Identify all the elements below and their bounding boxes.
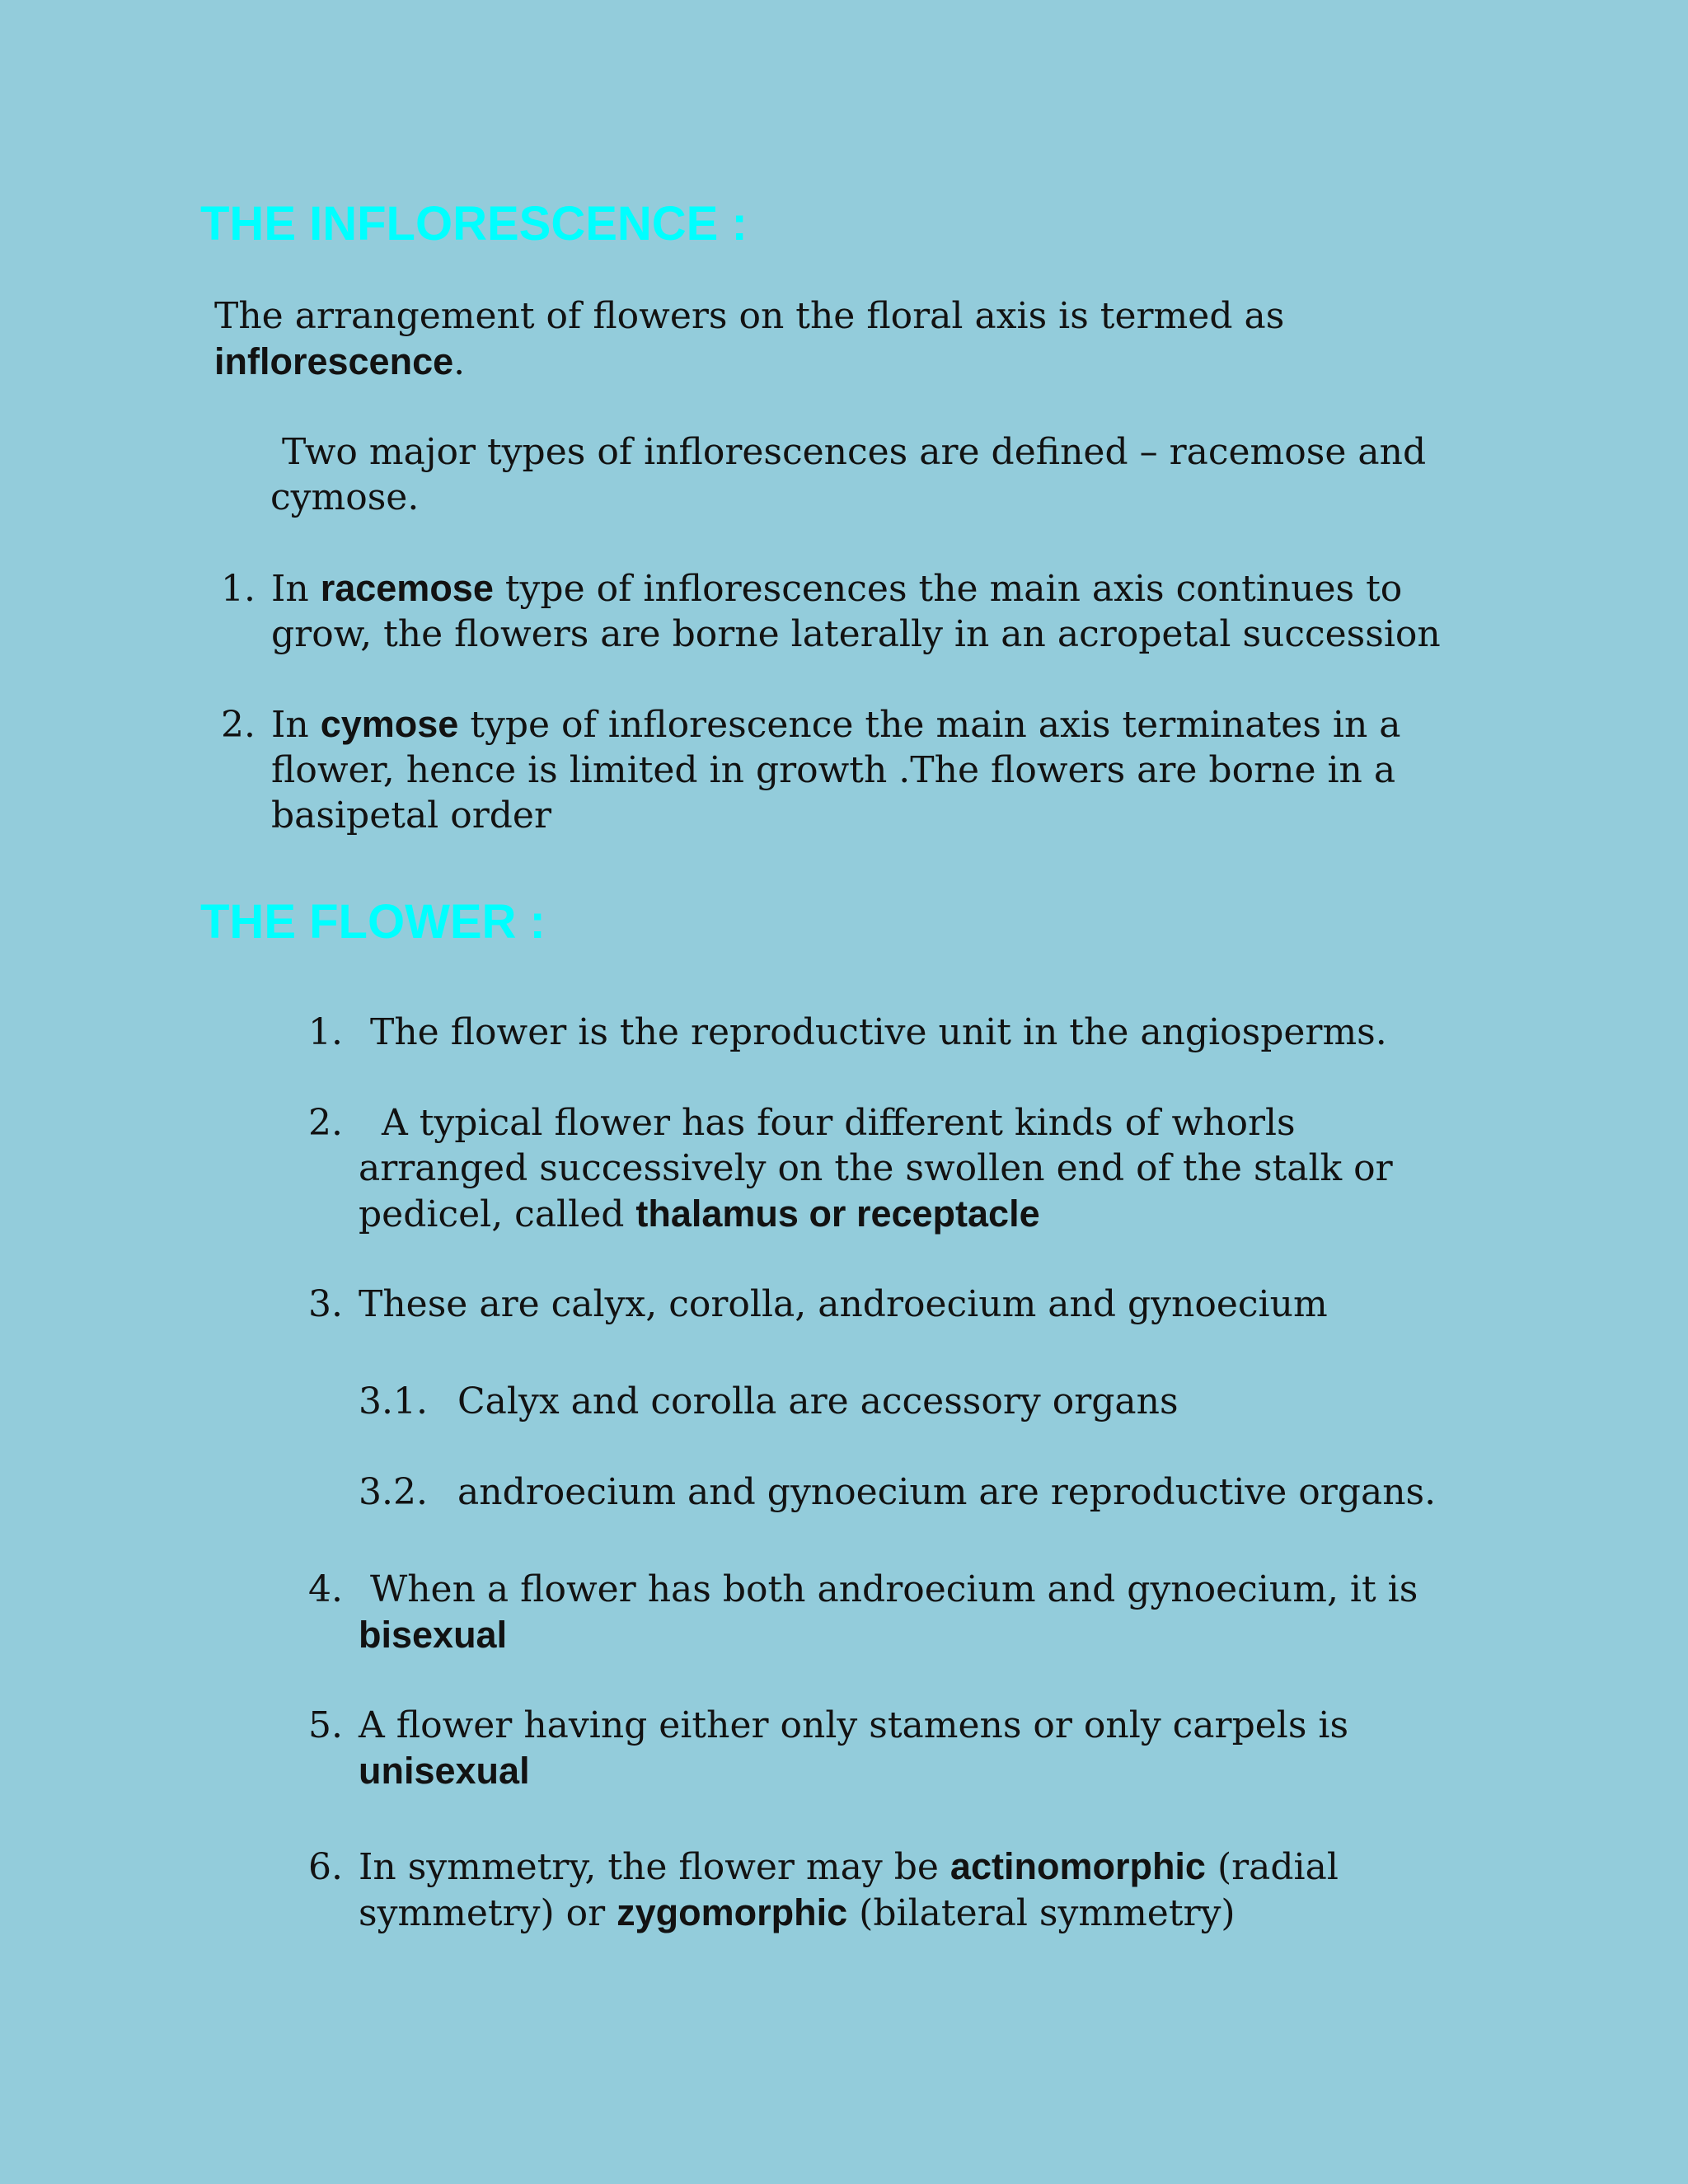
actinomorphic-term: actinomorphic	[950, 1845, 1206, 1887]
flower-list-item	[308, 1844, 1339, 1936]
flower-list-item	[308, 1703, 1348, 1794]
list-number: 1.	[221, 568, 256, 610]
flower-item-2-line-1: A typical flower has four different kinds of whorls	[359, 1102, 1296, 1144]
racemose-term: racemose	[320, 567, 494, 609]
definition-line-1: The arrangement of flowers on the floral axis is termed as	[214, 295, 1285, 337]
zygomorphic-term: zygomorphic	[617, 1891, 848, 1933]
cymose-line-3: basipetal order	[271, 794, 551, 837]
types-intro-line-1: Two major types of inflorescences are defined – racemose and	[270, 431, 1427, 473]
list-number: 3.2.	[359, 1471, 428, 1513]
list-number: 4.	[308, 1568, 343, 1610]
cymose-pre: In	[271, 704, 321, 746]
list-number: 3.	[308, 1283, 343, 1325]
list-number: 2.	[221, 704, 256, 746]
flower-item-3-text: These are calyx, corolla, androecium and gynoecium	[359, 1283, 1328, 1325]
inflorescence-definition	[214, 293, 1284, 385]
flower-item-6-line-1-post: (radial	[1205, 1846, 1339, 1888]
racemose-post: type of inflorescences the main axis continues to	[493, 568, 1403, 610]
inflorescence-heading: THE INFLORESCENCE :	[200, 197, 748, 251]
flower-item-6-line-1-pre: In symmetry, the flower may be	[359, 1846, 950, 1888]
types-intro-line-2: cymose.	[270, 476, 420, 518]
inflorescence-list-item	[221, 565, 1441, 657]
unisexual-term: unisexual	[359, 1750, 530, 1792]
flower-sub-item-2-text: androecium and gynoecium are reproductive organs.	[457, 1471, 1437, 1513]
definition-term: inflorescence	[214, 340, 454, 382]
racemose-line-1	[221, 565, 1441, 612]
flower-list-item	[308, 1010, 1387, 1055]
cymose-line-2: flower, hence is limited in growth .The flowers are borne in a	[271, 749, 1396, 791]
flower-item-2-line-3: pedicel, called	[359, 1193, 636, 1235]
inflorescence-list-item	[221, 701, 1401, 838]
flower-heading: THE FLOWER :	[200, 895, 546, 949]
list-number: 5.	[308, 1704, 343, 1746]
list-number: 6.	[308, 1846, 343, 1888]
cymose-term: cymose	[320, 703, 459, 745]
flower-list-item	[308, 1282, 1328, 1327]
flower-item-6-line-2-pre: symmetry) or	[359, 1892, 617, 1934]
list-number: 3.1.	[359, 1380, 428, 1422]
flower-list-item	[308, 1567, 1418, 1658]
definition-line-2	[214, 339, 1284, 385]
cymose-line-1	[221, 701, 1401, 748]
flower-sub-item	[359, 1469, 1436, 1515]
list-number: 1.	[308, 1011, 343, 1053]
cymose-post: type of inflorescence the main axis terminates in a	[458, 704, 1401, 746]
thalamus-term: thalamus or receptacle	[635, 1193, 1040, 1235]
flower-sub-item-1-text: Calyx and corolla are accessory organs	[457, 1380, 1179, 1422]
list-number: 2.	[308, 1102, 343, 1144]
definition-term-end: .	[453, 341, 466, 383]
racemose-pre: In	[271, 568, 321, 610]
flower-sub-item	[359, 1379, 1179, 1424]
flower-item-1-text: The flower is the reproductive unit in the angiosperms.	[359, 1011, 1387, 1053]
flower-item-4-line-1: When a flower has both androecium and gynoecium, it is	[359, 1568, 1418, 1610]
flower-list-item	[308, 1100, 1393, 1237]
flower-item-5-line-1: A flower having either only stamens or only carpels is	[359, 1704, 1349, 1746]
flower-item-6-line-2-post: (bilateral symmetry)	[847, 1892, 1236, 1934]
racemose-line-2: grow, the flowers are borne laterally in an acropetal succession	[271, 613, 1441, 655]
bisexual-term: bisexual	[359, 1614, 508, 1656]
inflorescence-types-intro	[270, 429, 1426, 520]
flower-item-2-line-2: arranged successively on the swollen end of the stalk or	[359, 1147, 1393, 1189]
